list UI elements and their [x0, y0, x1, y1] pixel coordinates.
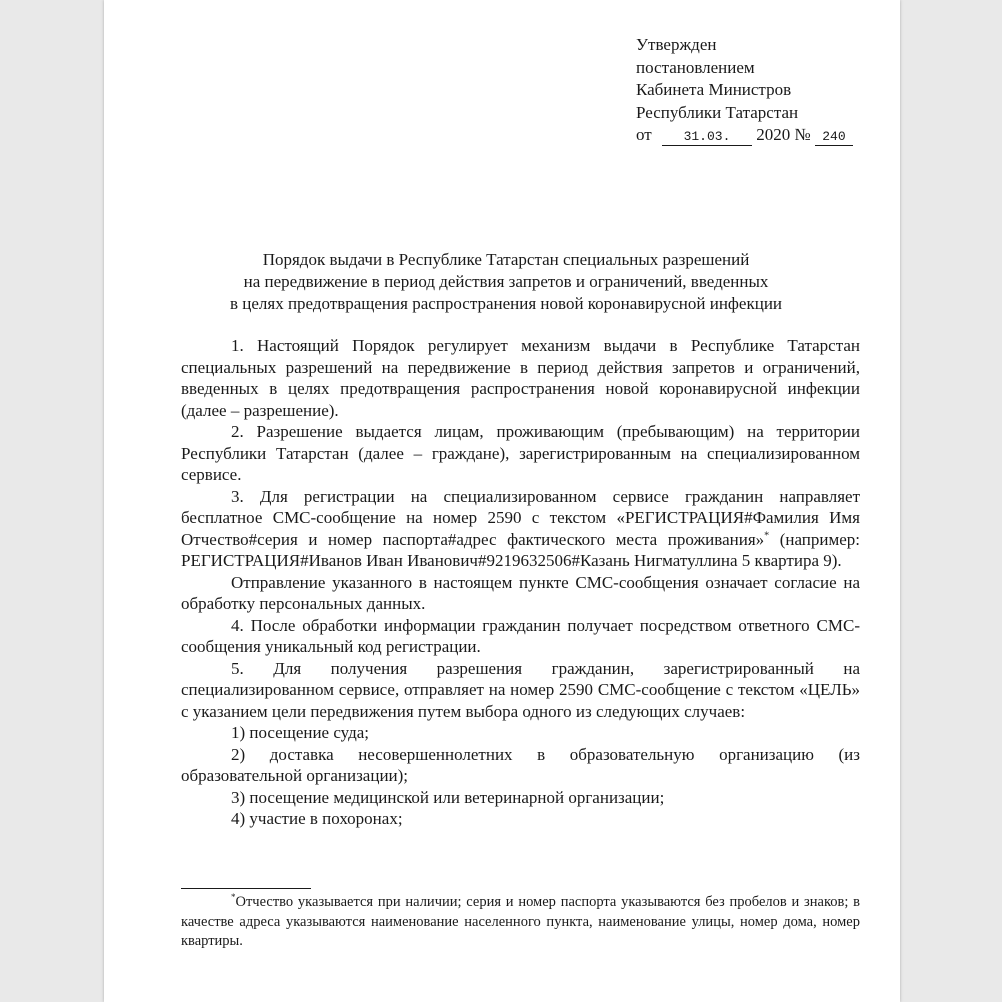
paragraph-3-example: (например: РЕГИСТРАЦИЯ#Иванов Иван Иванович#9219632506#Казань Нигматуллина 5 квартира 9). — [181, 529, 860, 570]
paragraph-3-consent: Отправление указанного в настоящем пункте СМС-сообщения означает согласие на обработку персональных данных. — [181, 572, 860, 613]
approval-stamp — [636, 34, 853, 147]
footnote-text: Отчество указывается при наличии; серия и номер паспорта указываются без пробелов и знаков; в качестве адреса указываются наименование населенного пункта, наименование улицы, номер дома, номер квартиры. — [181, 894, 860, 949]
list-item: 3) посещение медицинской или ветеринарной организации; — [231, 787, 665, 807]
approval-date-line — [636, 124, 853, 147]
date-field: 31.03. — [662, 128, 752, 146]
footnote — [181, 893, 860, 952]
approval-line: постановлением — [636, 57, 755, 77]
footnote-separator — [181, 888, 311, 889]
paragraph-5: 5. Для получения разрешения гражданин, зарегистрированный на специализированном сервисе, отправляет на номер 2590 СМС-сообщение с текстом «ЦЕЛЬ» с указанием цели передвижения путем выбора одного из следующих случаев: — [181, 658, 860, 721]
title-line: в целях предотвращения распространения новой коронавирусной инфекции — [229, 294, 783, 313]
number-field: 240 — [815, 128, 853, 146]
title-line: на передвижение в период действия запретов и ограничений, введенных — [243, 272, 769, 291]
footnote-mark: * — [231, 892, 236, 903]
date-prefix: от — [636, 125, 652, 144]
paragraph-3-text: 3. Для регистрации на специализированном сервисе гражданин направляет бесплатное СМС-сообщение на номер 2590 с текстом «РЕГИСТРАЦИЯ#Фамилия Имя Отчество#серия и номер паспорта#адрес фактического места проживания» — [181, 486, 860, 549]
paragraph-1: 1. Настоящий Порядок регулирует механизм выдачи в Республике Татарстан специальных разрешений на передвижение в период действия запретов и ограничений, введенных в целях предотвращения распространения новой коронавирусной инфекции (далее – разрешение). — [181, 336, 860, 420]
approval-line: Утвержден — [636, 35, 717, 54]
list-item: 4) участие в похоронах; — [231, 809, 403, 828]
document-title — [174, 249, 838, 315]
paragraph-4: 4. После обработки информации гражданин получает посредством ответного СМС-сообщения уникальный код регистрации. — [181, 615, 860, 656]
list-item: 2) доставка несовершеннолетних в образовательную организацию (из образовательной организации); — [181, 744, 860, 785]
document-page — [104, 0, 900, 1002]
footnote-reference: * — [764, 529, 770, 541]
paragraph-2: 2. Разрешение выдается лицам, проживающим (пребывающим) на территории Республики Татарстан (далее – граждане), зарегистрированным на специализированном сервисе. — [181, 422, 860, 484]
approval-line: Кабинета Министров — [636, 80, 792, 99]
document-body — [181, 335, 860, 830]
approval-line: Республики Татарстан — [636, 102, 799, 122]
paragraph-3 — [181, 486, 860, 572]
title-line: Порядок выдачи в Республике Татарстан специальных разрешений — [262, 250, 750, 269]
year-label: 2020 № — [756, 125, 811, 144]
list-item: 1) посещение суда; — [231, 723, 370, 742]
